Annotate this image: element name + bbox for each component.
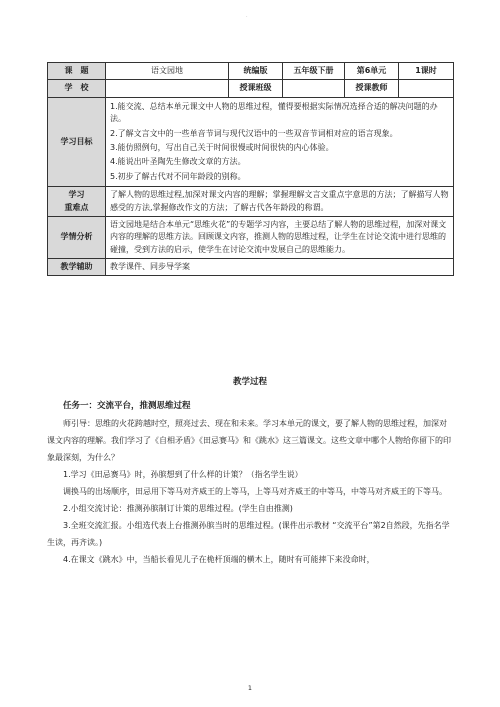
key-points-label <box>48 187 106 217</box>
key-points-content: 了解人物的思维过程,加深对课文内容的理解；掌握理解文言文重点字意思的方法；了解描写人物感受的方法,掌握修改作文的方法；了解古代各年龄段的称谓。 <box>106 187 454 217</box>
teacher-value <box>399 80 454 97</box>
lesson-info-table <box>47 62 454 276</box>
analysis-row <box>48 216 454 258</box>
aids-label: 教学辅助 <box>48 259 106 276</box>
analysis-content: 语文园地是结合本单元“思维火花”的专题学习内容，主要总结了解人物的思维过程，加深对课文内容的理解的思维方法。回顾课文内容，推测人物的思维过程，让学生在讨论交流中进行思维的碰撞，受到方法的启示，使学生在讨论交流中发展自己的思维能力。 <box>106 216 454 258</box>
course-label: 课 题 <box>48 63 106 80</box>
key-points-label-line1: 学习 <box>68 190 85 200</box>
goal-item-5: 5.初步了解古代对不同年龄段的别称。 <box>110 171 246 181</box>
step-4: 4.在课文《跳水》中，当船长看见儿子在桅杆顶端的横木上，随时有可能摔下来没命时， <box>63 555 375 564</box>
class-value <box>283 80 345 97</box>
goals-row <box>48 97 454 186</box>
aids-row <box>48 259 454 276</box>
teacher-label: 授课教师 <box>345 80 399 97</box>
goal-item-2: 2.了解文言文中的一些单音节词与现代汉语中的一些双音节词相对应的语言现象。 <box>110 128 398 138</box>
goal-item-3: 3.能仿照例句，写出自己关于时间很慢或时间很快的内心体验。 <box>110 142 334 152</box>
goal-item-1: 1.能交流、总结本单元课文中人物的思维过程，懂得要根据实际情况选择合适的解决问题的办法。 <box>110 101 438 124</box>
key-points-label-line2: 重难点 <box>64 202 89 212</box>
school-row <box>48 80 454 97</box>
task1-heading: 任务一：交流平台，推测思维过程 <box>63 401 191 411</box>
goals-content <box>106 97 454 186</box>
intro-paragraph: 师引导：思维的火花跨越时空，照亮过去、现在和未来。学习本单元的课文，要了解人物的思维过程，加深对课文内容的理解。我们学习了《自相矛盾》《田忌赛马》和《跳水》这三篇课文。这些文章中哪个人物给你留下的印象最深刻，为什么？ <box>47 419 451 462</box>
course-row <box>48 63 454 80</box>
grade-value: 五年级下册 <box>283 63 345 80</box>
process-body <box>47 398 453 568</box>
goals-label: 学习目标 <box>48 97 106 186</box>
header-mark: · <box>246 14 248 20</box>
step-1: 1.学习《田忌赛马》时，孙膑想到了什么样的计策？（指名学生说） <box>63 470 303 479</box>
step-2: 2.小组交流讨论：推测孙膑制订计策的思维过程。(学生自由推测) <box>63 504 293 513</box>
course-value: 语文园地 <box>106 63 229 80</box>
edition-value: 统编版 <box>229 63 283 80</box>
unit-value: 第6单元 <box>345 63 399 80</box>
page-number: 1 <box>247 684 253 692</box>
class-label: 授课班级 <box>229 80 283 97</box>
school-value <box>106 80 229 97</box>
step-3: 3.全班交流汇报。小组选代表上台推测孙膑当时的思维过程。(课件出示教材 “交流平台”第2自然段，先指名学生读，再齐读。) <box>47 521 450 547</box>
hours-value: 1课时 <box>399 63 454 80</box>
aids-content: 教学课件、同步导学案 <box>106 259 454 276</box>
process-title: 教学过程 <box>232 377 267 387</box>
goal-item-4: 4.能说出叶圣陶先生修改文章的方法。 <box>110 157 246 167</box>
analysis-label: 学情分析 <box>48 216 106 258</box>
step-1-detail: 调换马的出场顺序，田忌用下等马对齐威王的上等马，上等马对齐威王的中等马，中等马对齐威王的下等马。 <box>63 487 447 496</box>
key-points-row <box>48 187 454 217</box>
school-label: 学 校 <box>48 80 106 97</box>
